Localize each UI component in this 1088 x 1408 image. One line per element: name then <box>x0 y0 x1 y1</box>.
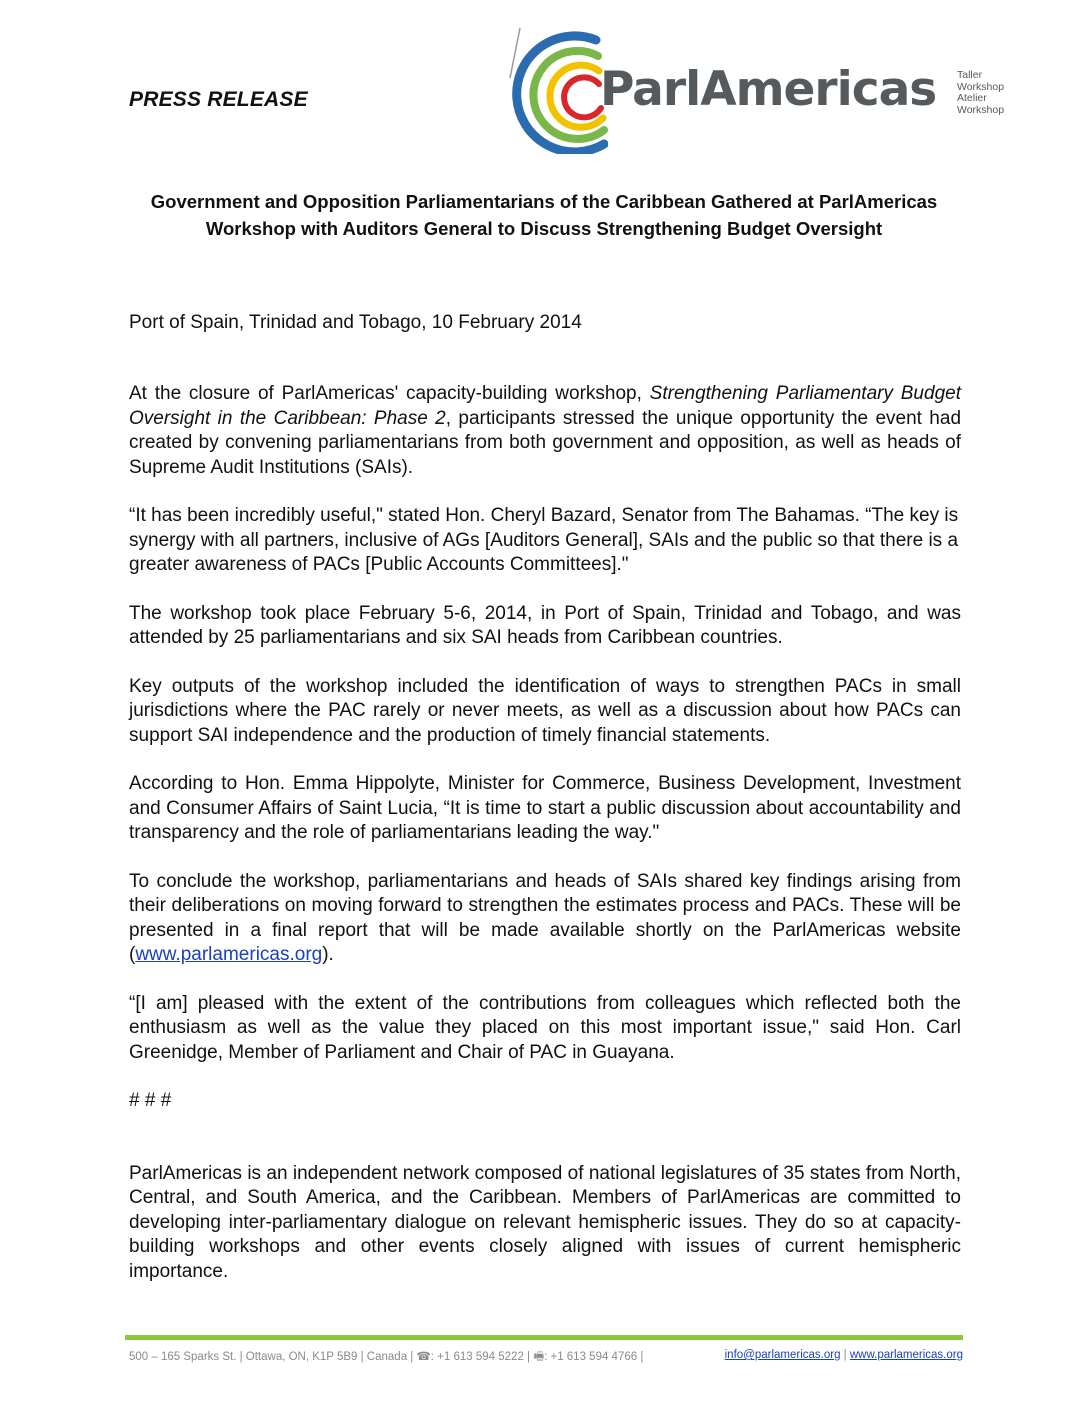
paragraph-text: To conclude the workshop, parliamentarians and heads of SAIs shared key findings arising from their deliberations on moving forward to strengthen the estimates process and PACs. These will be presented in a final report that will be made available shortly on the ParlAmericas website ( <box>129 870 961 965</box>
logo-wordmark: ParlAmericas <box>600 62 937 117</box>
press-release-label: PRESS RELEASE <box>129 88 308 111</box>
paragraph: “It has been incredibly useful," stated Hon. Cheryl Bazard, Senator from The Bahamas. “The key is synergy with all partners, inclusive of AGs [Auditors General], SAIs and the public so that there is a greater awareness of PACs [Public Accounts Committees]." <box>129 505 959 575</box>
dateline: Port of Spain, Trinidad and Tobago, 10 February 2014 <box>129 312 582 333</box>
logo-languages <box>957 70 1004 116</box>
about-paragraph: ParlAmericas is an independent network composed of national legislatures of 35 states from North, Central, and South America, and the Caribbean. Members of ParlAmericas are committed to developing inter-parliamentary dialogue on relevant hemispheric issues. They do so at capacity-building workshops and other events closely aligned with issues of current hemispheric importance. <box>129 1162 961 1282</box>
paragraph-text: , participants stressed the unique opportunity the event had created by convening parliamentarians from both government and opposition, as well as heads of Supreme Audit Institutions (SAIs). <box>129 407 962 478</box>
logo-language: Atelier <box>957 92 987 104</box>
footer-fax: 🖷: +1 613 594 4766 <box>533 1351 638 1363</box>
footer-links <box>725 1349 963 1361</box>
paragraph <box>129 870 961 968</box>
logo-language: Taller <box>957 69 983 81</box>
footer-address: 500 – 165 Sparks St. | Ottawa, ON, K1P 5B9 | Canada | <box>129 1351 417 1363</box>
logo-language: Workshop <box>957 103 1005 116</box>
parlamericas-logo <box>508 26 1048 154</box>
paragraph-text: ). <box>322 944 334 965</box>
paragraph: “[I am] pleased with the extent of the contributions from colleagues which reflected both the enthusiasm as well as the value they placed on this most important issue," said Hon. Carl Greenidge, Member of Parliament and Chair of PAC in Guayana. <box>129 992 961 1063</box>
website-link[interactable]: www.parlamericas.org <box>135 944 323 965</box>
paragraph: The workshop took place February 5-6, 2014, in Port of Spain, Trinidad and Tobago, and was attended by 25 parliamentarians and six SAI heads from Caribbean countries. <box>129 602 961 648</box>
footer-rule <box>125 1335 963 1340</box>
footer-phone: ☎: +1 613 594 5222 <box>416 1351 524 1363</box>
headline: Government and Opposition Parliamentarians of the Caribbean Gathered at ParlAmericas Workshop with Auditors General to Discuss Strengthening Budget Oversight <box>150 191 938 239</box>
footer <box>129 1349 963 1368</box>
paragraph: Key outputs of the workshop included the identification of ways to strengthen PACs in small jurisdictions where the PAC rarely or never meets, as well as a discussion about how PACs can support SAI independence and the production of timely financial statements. <box>129 675 961 746</box>
paragraph <box>129 382 961 480</box>
press-body <box>129 382 961 1308</box>
footer-email-link[interactable]: info@parlamericas.org <box>724 1349 841 1361</box>
footer-website-link[interactable]: www.parlamericas.org <box>849 1349 963 1361</box>
end-marker: # # # <box>129 1090 172 1111</box>
logo-slash-divider <box>508 26 522 80</box>
workshop-title: Strengthening Parliamentary Budget Oversight in the Caribbean: Phase 2 <box>129 383 961 429</box>
logo-language: Workshop <box>957 80 1005 93</box>
paragraph-text: At the closure of ParlAmericas' capacity-building workshop, <box>129 383 650 404</box>
footer-divider: | <box>637 1351 644 1363</box>
logo-arcs-icon <box>508 26 608 154</box>
paragraph: According to Hon. Emma Hippolyte, Minister for Commerce, Business Development, Investment and Consumer Affairs of Saint Lucia, “It is time to start a public discussion about accountability and transparency and the role of parliamentarians leading the way." <box>129 773 961 843</box>
footer-divider: | <box>840 1349 850 1361</box>
footer-divider: | <box>523 1351 534 1363</box>
